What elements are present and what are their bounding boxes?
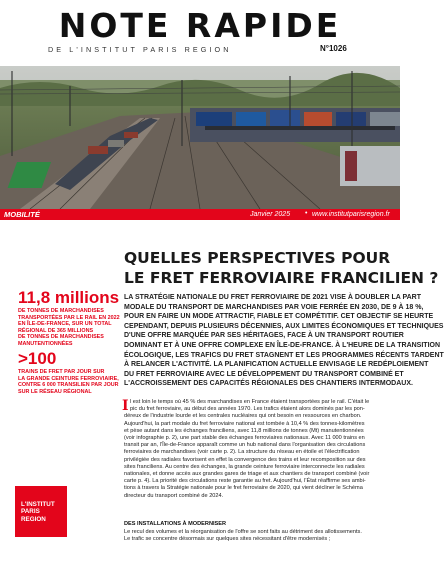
- body-line: directeur du transport combiné de 2024.: [124, 492, 224, 499]
- body-line: déreux de l'industrie lourde et les centrales nucléaires qui ont besoin en ressources en charbon.: [124, 413, 362, 420]
- stat-description: [18, 308, 118, 348]
- dropcap-letter: I: [122, 398, 129, 414]
- lead-line: MODALE DU TRANSPORT DE MARCHANDISES PAR VOIE FERRÉE EN 2030, DE 9 À 18 %,: [124, 303, 424, 311]
- body-line: carte p. 4). La priorité des circulations reste garantie au fret. Aujourd'hui, l'État réaffirme ses ambi-: [124, 478, 366, 485]
- stat-line: DE TONNES DE MARCHANDISES: [18, 334, 104, 341]
- stat-line: DE TONNES DE MARCHANDISES: [18, 308, 104, 314]
- lead-line: À RELANCER L'ACTIVITÉ. LA PLANIFICATION ACTUELLE ENVISAGE LE REDÉPLOIEMENT: [124, 361, 429, 369]
- section-paragraph: [124, 529, 394, 543]
- freight-train-photo: [0, 66, 400, 209]
- lead-line: D'UNE OFFRE MARQUÉE PAR SES HÉRITAGES, FACE À UN TRANSPORT ROUTIER: [124, 332, 404, 340]
- stat-line: LA GRANDE CEINTURE FERROVIAIRE,: [18, 375, 119, 382]
- website-link[interactable]: www.institutparisregion.fr: [312, 210, 390, 218]
- institut-logo: [15, 486, 67, 537]
- lead-line: POUR EN FAIRE UN MODE ATTRACTIF, FIABLE ET COMPÉTITIF. CET OBJECTIF SE HEURTE: [124, 313, 434, 321]
- stat-line: SUR LE RÉSEAU RÉGIONAL: [18, 388, 92, 395]
- rubric-band: [0, 209, 400, 220]
- separator-dot: •: [305, 210, 308, 217]
- lead-paragraph: [124, 293, 444, 389]
- body-line: ferroviaires de marchandises (voir carte p. 2). La structure du réseau en étoile et l'électrification: [124, 449, 360, 456]
- section-heading: DES INSTALLATIONS À MODERNISER: [124, 521, 227, 527]
- logo-line: REGION: [21, 515, 46, 523]
- stat-line: TRAINS DE FRET PAR JOUR SUR: [18, 369, 105, 375]
- body-line: nationales, et donne accès aux grandes gares de triage et aux chantiers de transport combiné (voir: [124, 471, 370, 478]
- publication-subtitle: DE L'INSTITUT PARIS REGION: [48, 45, 232, 54]
- stat-line: MANUTENTIONNÉES: [18, 340, 73, 347]
- body-line: privilégiée des radiales favorisent en effet la convergence des trains et leur recomposition sur des: [124, 456, 366, 463]
- publication-date: Janvier 2025: [250, 210, 291, 218]
- article-headline: [124, 248, 439, 288]
- body-line: Le trafic se concentre désormais sur quelques sites nécessitant d'être modernisés ;: [124, 536, 331, 543]
- stat-value: >100: [18, 349, 57, 368]
- body-line: Aujourd'hui, la part modale du fret ferroviaire national est tombée à 10,4 % des tonnes-kilomètres: [124, 420, 365, 427]
- body-paragraph: [124, 399, 394, 500]
- body-line: sites franciliens. Au centre des échanges, la grande ceinture ferroviaire interconnecte les radiales: [124, 463, 365, 470]
- stat-value: 11,8 millions: [18, 288, 120, 307]
- headline-line: QUELLES PERSPECTIVES POUR: [124, 249, 391, 267]
- lead-line: ÉCOLOGIQUE, LES TRAFICS DU FRET STAGNENT ET LES PROGRAMMES RÉCENTS TARDENT: [124, 351, 444, 359]
- rubric-label: MOBILITÉ: [4, 210, 40, 219]
- issue-number: N°1026: [320, 44, 347, 53]
- lead-line: DU FRET FERROVIAIRE AVEC LE DÉVELOPPEMENT DU TRANSPORT COMBINÉ ET: [124, 370, 404, 378]
- lead-line: DOMINANT ET À UNE OFFRE COMPLEXE EN ÎLE-DE-FRANCE. À L'HEURE DE LA TRANSITION: [124, 341, 441, 349]
- headline-line: LE FRET FERROVIAIRE FRANCILIEN ?: [124, 269, 439, 287]
- publication-title: NOTE RAPIDE: [58, 6, 342, 45]
- masthead: [0, 0, 400, 66]
- body-line: transit par an, l'Île-de-France apparaît comme un hub national dans l'organisation des circulations: [124, 442, 366, 449]
- body-line: Le recul des volumes et la réorganisation de l'offre se sont faits au détriment des allotissements.: [124, 529, 362, 535]
- photo-illustration: [0, 66, 400, 209]
- stat-line: EN ÎLE-DE-FRANCE, SUR UN TOTAL: [18, 321, 112, 328]
- body-line: tions à travers la Stratégie nationale pour le fret ferroviaire de 2020, qui vient décliner le Schéma: [124, 485, 363, 492]
- body-line: et pèse autant dans les échanges franciliens, avec 11,8 millions de tonnes (Mt) manutentionnées: [124, 427, 364, 434]
- stat-line: TRANSPORTÉES PAR LE RAIL EN 2022: [18, 314, 120, 321]
- logo-line: L'INSTITUT: [21, 501, 55, 508]
- stat-line: CONTRE 6 000 TRANSILIEN PAR JOUR: [18, 382, 119, 389]
- stat-description: [18, 369, 118, 395]
- logo-line: PARIS: [21, 508, 40, 516]
- body-line: (voir infographie p. 2), une part stable des échanges ferroviaires nationaux. Avec 11 000 trains en: [124, 435, 365, 442]
- lead-line: LA STRATÉGIE NATIONALE DU FRET FERROVIAIRE DE 2021 VISE À DOUBLER LA PART: [124, 294, 422, 301]
- lead-line: L'ACCROISSEMENT DES CAPACITÉS RÉGIONALES DES CHANTIERS INTERMODAUX.: [124, 380, 413, 388]
- body-line: pic du fret ferroviaire, au début des années 1970. Les trafics étaient alors dominés par les pon-: [130, 406, 365, 413]
- stat-line: RÉGIONAL DE 365 MILLIONS: [18, 327, 94, 334]
- lead-line: CEPENDANT, DEPUIS PLUSIEURS DÉCENNIES, AUX LIMITES ÉCONOMIQUES ET TECHNIQUES: [124, 322, 444, 330]
- body-line: l est loin le temps où 45 % des marchandises en France étaient transportées par le rail. C'était le: [130, 399, 370, 405]
